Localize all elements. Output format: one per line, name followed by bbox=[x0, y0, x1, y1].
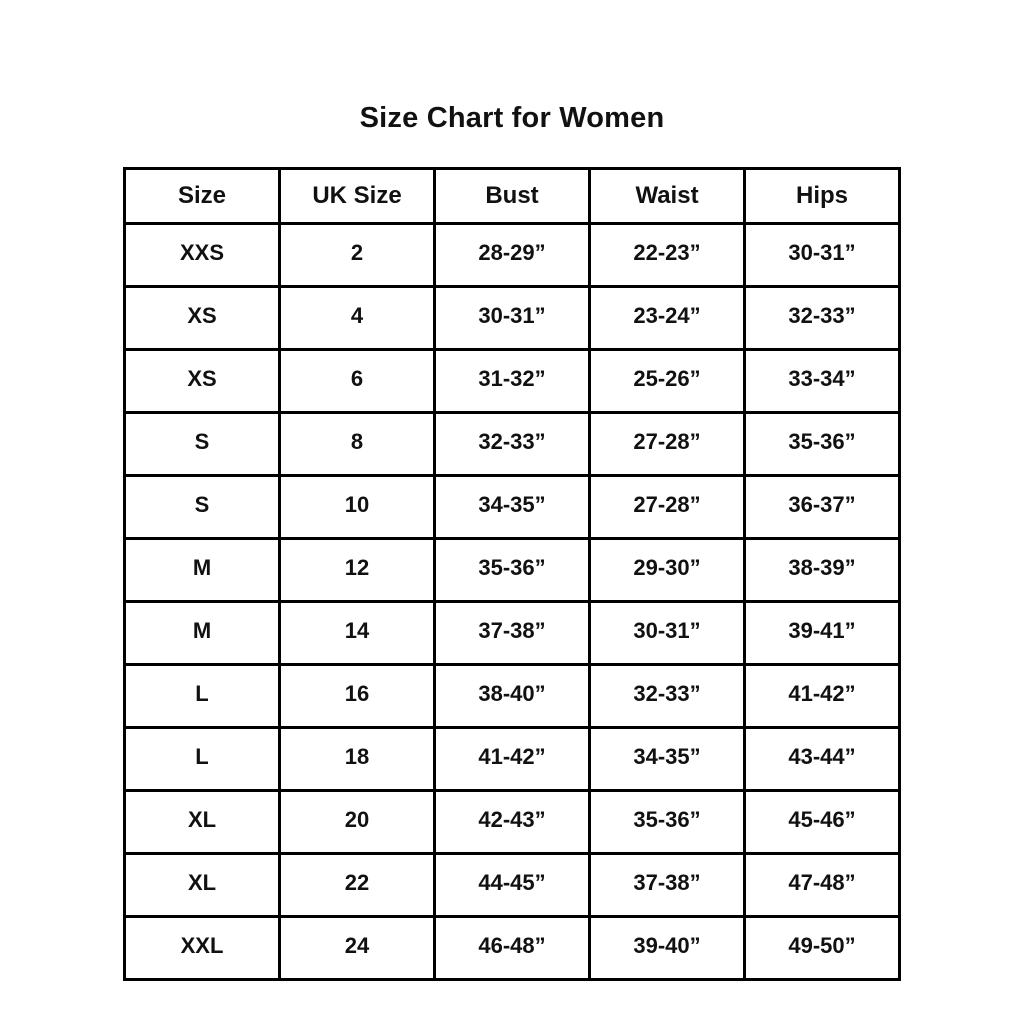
cell-uk-size: 14 bbox=[280, 602, 435, 665]
cell-uk-size: 2 bbox=[280, 224, 435, 287]
cell-size: L bbox=[125, 728, 280, 791]
table-row bbox=[125, 854, 900, 917]
table-row bbox=[125, 728, 900, 791]
cell-waist: 25-26” bbox=[590, 350, 745, 413]
cell-bust: 32-33” bbox=[435, 413, 590, 476]
cell-bust: 31-32” bbox=[435, 350, 590, 413]
table-row bbox=[125, 539, 900, 602]
cell-bust: 30-31” bbox=[435, 287, 590, 350]
table-row bbox=[125, 791, 900, 854]
table-body bbox=[125, 224, 900, 980]
page-title: Size Chart for Women bbox=[359, 102, 665, 134]
cell-bust: 28-29” bbox=[435, 224, 590, 287]
cell-bust: 41-42” bbox=[435, 728, 590, 791]
cell-hips: 36-37” bbox=[745, 476, 900, 539]
cell-waist: 34-35” bbox=[590, 728, 745, 791]
cell-waist: 30-31” bbox=[590, 602, 745, 665]
cell-uk-size: 22 bbox=[280, 854, 435, 917]
cell-hips: 45-46” bbox=[745, 791, 900, 854]
cell-size: S bbox=[125, 476, 280, 539]
cell-waist: 37-38” bbox=[590, 854, 745, 917]
cell-uk-size: 16 bbox=[280, 665, 435, 728]
cell-size: XL bbox=[125, 854, 280, 917]
cell-size: XXL bbox=[125, 917, 280, 980]
table-row bbox=[125, 224, 900, 287]
cell-bust: 37-38” bbox=[435, 602, 590, 665]
cell-bust: 34-35” bbox=[435, 476, 590, 539]
cell-size: M bbox=[125, 602, 280, 665]
cell-bust: 46-48” bbox=[435, 917, 590, 980]
cell-bust: 35-36” bbox=[435, 539, 590, 602]
cell-hips: 49-50” bbox=[745, 917, 900, 980]
cell-bust: 44-45” bbox=[435, 854, 590, 917]
table-row bbox=[125, 602, 900, 665]
cell-bust: 38-40” bbox=[435, 665, 590, 728]
cell-uk-size: 12 bbox=[280, 539, 435, 602]
cell-size: XXS bbox=[125, 224, 280, 287]
cell-hips: 43-44” bbox=[745, 728, 900, 791]
table-row bbox=[125, 287, 900, 350]
cell-waist: 32-33” bbox=[590, 665, 745, 728]
cell-size: L bbox=[125, 665, 280, 728]
cell-waist: 23-24” bbox=[590, 287, 745, 350]
cell-uk-size: 10 bbox=[280, 476, 435, 539]
cell-hips: 30-31” bbox=[745, 224, 900, 287]
cell-hips: 32-33” bbox=[745, 287, 900, 350]
cell-hips: 38-39” bbox=[745, 539, 900, 602]
cell-uk-size: 8 bbox=[280, 413, 435, 476]
cell-waist: 27-28” bbox=[590, 413, 745, 476]
cell-hips: 39-41” bbox=[745, 602, 900, 665]
cell-size: XS bbox=[125, 350, 280, 413]
size-chart-table bbox=[123, 167, 901, 981]
cell-hips: 33-34” bbox=[745, 350, 900, 413]
column-header-bust: Bust bbox=[435, 169, 590, 224]
cell-uk-size: 24 bbox=[280, 917, 435, 980]
column-header-hips: Hips bbox=[745, 169, 900, 224]
cell-uk-size: 18 bbox=[280, 728, 435, 791]
cell-waist: 27-28” bbox=[590, 476, 745, 539]
cell-uk-size: 20 bbox=[280, 791, 435, 854]
column-header-uk-size: UK Size bbox=[280, 169, 435, 224]
cell-uk-size: 4 bbox=[280, 287, 435, 350]
cell-size: XL bbox=[125, 791, 280, 854]
cell-hips: 41-42” bbox=[745, 665, 900, 728]
cell-size: XS bbox=[125, 287, 280, 350]
table-row bbox=[125, 413, 900, 476]
table-row bbox=[125, 350, 900, 413]
column-header-waist: Waist bbox=[590, 169, 745, 224]
cell-size: M bbox=[125, 539, 280, 602]
cell-waist: 29-30” bbox=[590, 539, 745, 602]
cell-uk-size: 6 bbox=[280, 350, 435, 413]
header-row bbox=[125, 169, 900, 224]
cell-waist: 39-40” bbox=[590, 917, 745, 980]
cell-hips: 35-36” bbox=[745, 413, 900, 476]
table-row bbox=[125, 917, 900, 980]
cell-size: S bbox=[125, 413, 280, 476]
cell-hips: 47-48” bbox=[745, 854, 900, 917]
table-header bbox=[125, 169, 900, 224]
cell-waist: 35-36” bbox=[590, 791, 745, 854]
cell-waist: 22-23” bbox=[590, 224, 745, 287]
cell-bust: 42-43” bbox=[435, 791, 590, 854]
table-row bbox=[125, 476, 900, 539]
table-row bbox=[125, 665, 900, 728]
column-header-size: Size bbox=[125, 169, 280, 224]
